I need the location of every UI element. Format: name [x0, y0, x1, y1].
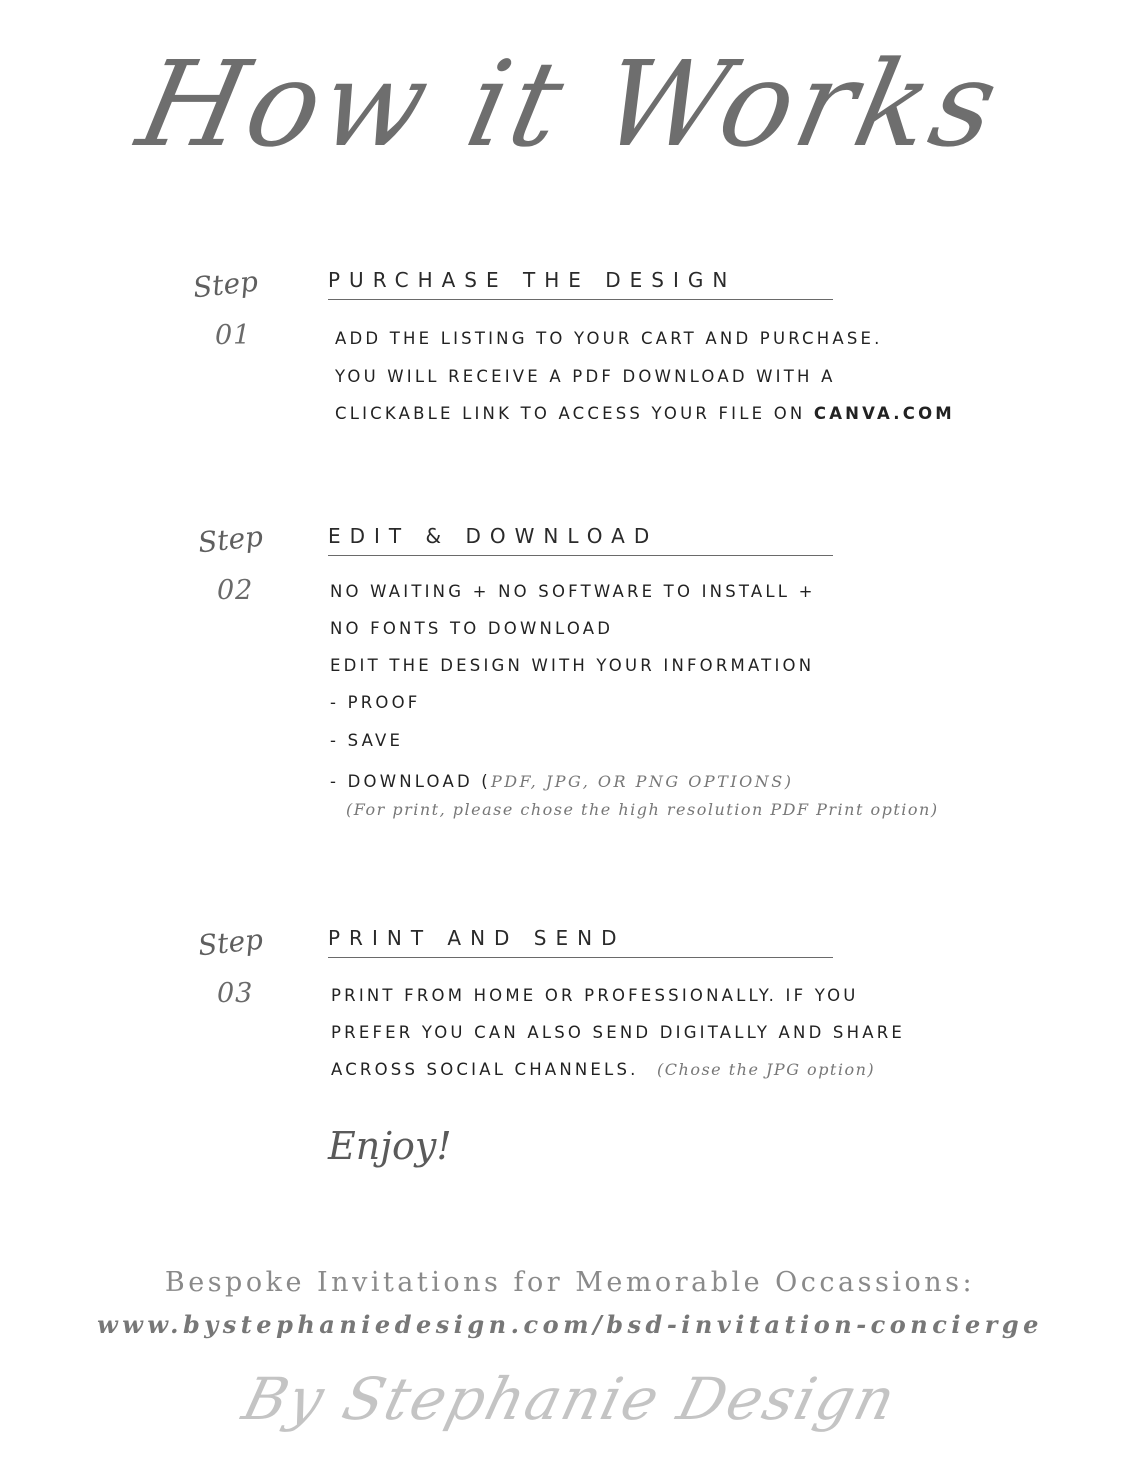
footer-url[interactable]: www.bystephaniedesign.com/bsd-invitation-concierge [97, 1310, 1043, 1339]
step-text-line: EDIT THE DESIGN WITH YOUR INFORMATION [330, 656, 815, 675]
step-heading: PURCHASE THE DESIGN [328, 268, 833, 300]
print-note: (For print, please chose the high resolution PDF Print option) [346, 800, 939, 819]
jpg-note: (Chose the JPG option) [657, 1060, 876, 1079]
brand-signature: By Stephanie Design [236, 1365, 904, 1433]
step-text-line: - PROOF [330, 693, 421, 712]
page-title: How it Works [127, 35, 1013, 173]
step-text-line: ADD THE LISTING TO YOUR CART AND PURCHASE. [335, 329, 883, 348]
step-text-line [335, 404, 955, 423]
step-label: Step [196, 922, 265, 963]
step-text-line [331, 1060, 875, 1079]
step-heading: EDIT & DOWNLOAD [328, 524, 833, 556]
step-text-line: NO FONTS TO DOWNLOAD [330, 619, 614, 638]
step-text-line [330, 772, 793, 791]
step-text-line: - SAVE [330, 731, 404, 750]
step-text: ACROSS SOCIAL CHANNELS. [331, 1060, 639, 1079]
step-text-line: PRINT FROM HOME OR PROFESSIONALLY. IF YOU [331, 986, 859, 1005]
canva-link[interactable]: CANVA.COM [813, 404, 955, 423]
step-label: Step [191, 264, 260, 305]
step-text-line: PREFER YOU CAN ALSO SEND DIGITALLY AND SHARE [331, 1023, 905, 1042]
footer-tagline: Bespoke Invitations for Memorable Occassions: [164, 1267, 976, 1298]
step-text-line: NO WAITING + NO SOFTWARE TO INSTALL + [330, 582, 816, 601]
step-text: - DOWNLOAD ( [330, 772, 491, 791]
step-text: CLICKABLE LINK TO ACCESS YOUR FILE ON [335, 404, 806, 423]
step-heading: PRINT AND SEND [328, 926, 833, 958]
step-number: 01 [215, 320, 252, 351]
step-label: Step [196, 519, 265, 560]
closing-text: Enjoy! [328, 1124, 452, 1168]
step-number: 02 [217, 575, 254, 606]
download-options-note: PDF, JPG, OR PNG OPTIONS) [490, 772, 794, 791]
step-number: 03 [217, 978, 254, 1009]
step-text-line: YOU WILL RECEIVE A PDF DOWNLOAD WITH A [335, 367, 836, 386]
